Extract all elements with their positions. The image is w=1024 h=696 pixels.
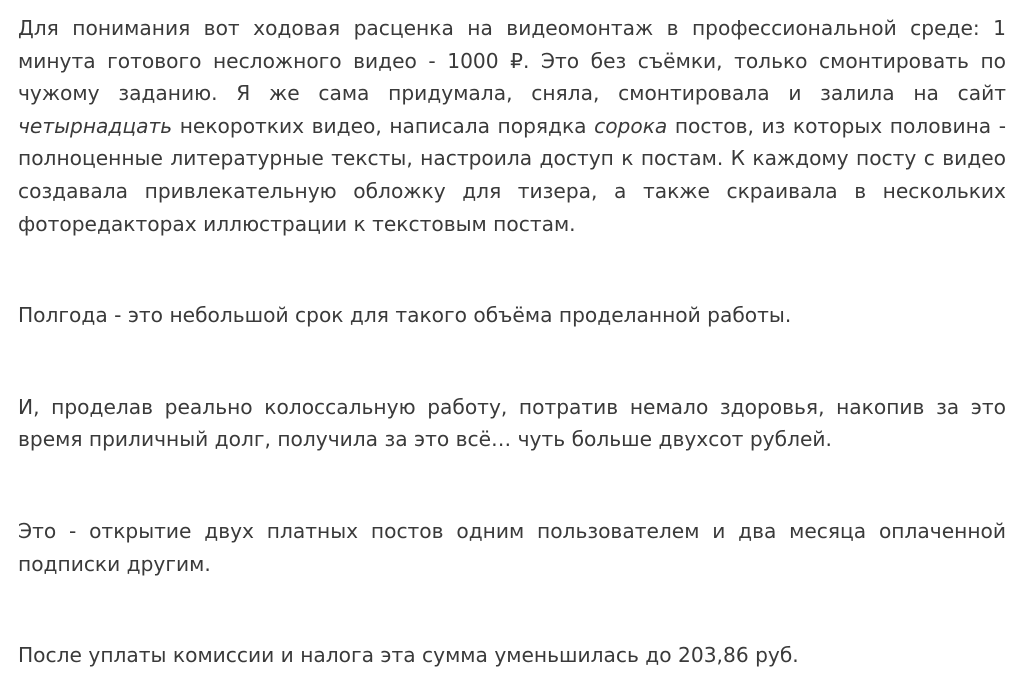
- article-body: [18, 12, 1006, 672]
- paragraph-colossal-work: И, проделав реально колоссальную работу, потратив немало здоровья, накопив за это время приличный долг, получила за это всё… чуть больше двухсот рублей.: [18, 394, 1006, 452]
- paragraph-half-year: Полгода - это небольшой срок для такого объёма проделанной работы.: [18, 303, 792, 328]
- emphasis-fourteen: четырнадцать: [18, 113, 173, 138]
- pricing-text-part-2: некоротких видео, написала порядка: [172, 113, 595, 138]
- paragraph-payments: Это - открытие двух платных постов одним пользователем и два месяца оплаченной подписки другим.: [18, 518, 1006, 576]
- paragraph-pricing: [18, 12, 1006, 240]
- pricing-text-part-3: постов, из которых половина - полноценные литературные тексты, настроила доступ к постам. К каждому посту с видео создавала привлекательную обложку для тизера, а также скраивала в нескольких фоторедакторах иллюстрации к текстовым постам.: [18, 113, 1007, 236]
- paragraph-after-tax: После уплаты комиссии и налога эта сумма уменьшилась до 203,86 руб.: [18, 643, 799, 668]
- pricing-text-part-1: Для понимания вот ходовая расценка на видеомонтаж в профессиональной среде: 1 минута готового несложного видео - 1000 ₽. Это без съёмки, только смонтировать по чужому заданию. Я же сама придумала, сняла, смонтировала и залила на сайт: [18, 16, 1006, 106]
- emphasis-forty: сорока: [594, 113, 668, 138]
